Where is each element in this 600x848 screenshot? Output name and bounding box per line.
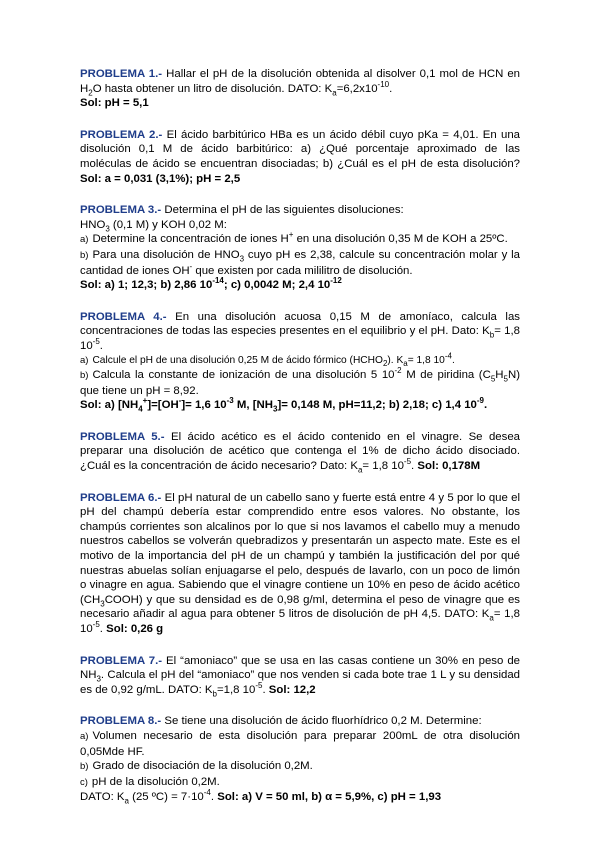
item-marker: b) <box>80 249 89 261</box>
superscript: -5 <box>255 680 263 690</box>
solution: Sol: 0,178M <box>417 460 481 473</box>
problem-text: En una disolución acuosa 0,15 M de amoníaco, calcula las concentraciones de todas las especies presentes en el equilibrio y el pH. Dato: K <box>80 310 520 338</box>
problem-title: PROBLEMA 2.- <box>80 128 163 141</box>
problem-title: PROBLEMA 5.- <box>80 430 165 443</box>
subscript: 3 <box>239 254 245 264</box>
superscript: -9 <box>476 396 484 406</box>
item-text: Calcula la constante de ionización de una disolución 5 10 <box>92 369 395 382</box>
superscript: -4 <box>203 788 211 798</box>
problem-text: . <box>389 82 393 95</box>
problem-text: COOH) y que su densidad es de 0,98 g/ml, determina el peso de vinagre que es necesario añadir al agua para obtener 5 litros de disolución de pH 4,5. DATO: K <box>80 593 520 621</box>
problem-line <box>80 218 520 233</box>
problem-text: Hallar el pH de la disolución obtenida al disolver 0,1 mol de HCN en H <box>80 68 521 95</box>
item-text: M de piridina (C <box>401 369 491 382</box>
item-marker: a) <box>80 354 89 366</box>
superscript: -12 <box>330 276 342 286</box>
problem-text: El ácido acético es el ácido contenido en el vinagre. Se desea preparar una disolución de acético que contenga el 1% de dicho ácido disociado. ¿Cuál es la concentración de ácido necesario? Dato: K <box>80 430 520 473</box>
text: ; c) 0,0042 M; 2,4 10 <box>223 279 331 292</box>
text: ]= 1,6 10 <box>181 399 227 412</box>
item-text: cuyo pH es 2,38, calcule su concentración molar y la cantidad de iones OH <box>80 248 520 277</box>
solution: Sol: 0,26 g <box>106 623 164 635</box>
problem-text: El “amoniaco” que se usa en las casas contiene un 30% en peso de NH <box>80 654 520 682</box>
solution: Sol: a) V = 50 ml, b) α = 5,9%, c) pH = 1,93 <box>217 791 442 804</box>
problem-text: = 1,8 10 <box>80 325 520 352</box>
item-marker: a) <box>80 730 89 742</box>
item-marker: c) <box>80 776 88 788</box>
subscript: a <box>403 358 408 368</box>
problem-5 <box>80 430 520 474</box>
subscript: 4 <box>138 404 143 414</box>
problem-title: PROBLEMA 4.- <box>80 310 167 323</box>
problem-text: =1,8 10 <box>217 683 256 696</box>
problem-text: . <box>411 460 418 473</box>
text: (25 ºC) = 7·10 <box>128 791 204 804</box>
superscript: + <box>288 230 294 240</box>
text: M, [NH <box>233 399 273 412</box>
solution: Sol: a = 0,031 (3,1%); pH = 2,5 <box>80 172 241 185</box>
problem-text: . Calcula el pH del “amoniaco” que nos venden si cada bote trae 1 L y su densidad es de 0,92 g/mL. DATO: K <box>80 669 520 696</box>
problem-title: PROBLEMA 6.- <box>80 491 162 504</box>
superscript: -5 <box>92 620 100 630</box>
list-item <box>80 248 520 278</box>
subscript: b <box>212 689 217 699</box>
item-text: Grado de disociación de la disolución 0,2M. <box>92 760 313 773</box>
superscript: -5 <box>403 457 412 467</box>
superscript: -10 <box>377 79 390 89</box>
text: DATO: K <box>80 791 125 804</box>
list-item <box>80 232 520 248</box>
list-item <box>80 351 520 369</box>
item-text: = 1,8 10 <box>407 354 445 366</box>
solution <box>80 398 520 413</box>
subscript: 3 <box>96 674 101 684</box>
problem-title: PROBLEMA 7.- <box>80 654 163 667</box>
text: Sol: a) [NH <box>80 399 139 412</box>
list-item <box>80 368 520 398</box>
problem-intro: Determina el pH de las siguientes disoluciones: <box>161 204 404 217</box>
subscript: 5 <box>503 374 508 384</box>
text: ]= 0,148 M, pH=11,2; b) 2,18; c) 1,4 10 <box>277 399 477 412</box>
dato-line <box>80 790 520 805</box>
document-page <box>80 67 520 822</box>
subscript: a <box>124 796 129 806</box>
superscript: - <box>178 396 182 406</box>
item-text: ). K <box>387 354 404 366</box>
problem-4 <box>80 310 520 413</box>
subscript: b <box>489 330 495 340</box>
superscript: + <box>142 396 148 406</box>
item-text: pH de la disolución 0,2M. <box>91 775 220 788</box>
problem-title: PROBLEMA 8.- <box>80 715 162 728</box>
problem-7 <box>80 654 520 698</box>
subscript: 3 <box>100 599 105 609</box>
problem-title: PROBLEMA 1.- <box>80 68 163 80</box>
superscript: -14 <box>212 276 224 286</box>
item-text: H <box>495 369 504 382</box>
item-marker: b) <box>80 761 89 773</box>
problem-text: El pH natural de un cabello sano y fuerte está entre 4 y 5 por lo que el pH del champú debería estar comprendido entre esos valores. No obstante, los champús corrientes son alcalinos por lo que si nos lavamos el cabello muy a menudo nuestros cabellos se volverán quebradizos y presentarán un aspecto mate. Este es el motivo de la importancia del pH de un champú y también la justificación del por qué nuestras abuelas solían enjuagarse el pelo, después de lavarlo, con un poco de limón o vinagre en agua. Sabiendo que el vinagre contiene un 10% en peso de ácido acético (CH <box>80 491 521 606</box>
problem-8 <box>80 714 520 805</box>
solution <box>80 278 520 293</box>
superscript: -3 <box>226 396 234 406</box>
problem-3 <box>80 203 520 293</box>
text: Sol: a) 1; 12,3; b) 2,86 10 <box>80 279 213 292</box>
superscript: - <box>189 261 193 271</box>
text: . <box>484 399 488 412</box>
item-text: . <box>451 354 455 366</box>
item-text: en una disolución 0,35 M de KOH a 25ºC. <box>293 233 508 246</box>
problem-6 <box>80 491 520 637</box>
problem-text: O hasta obtener un litro de disolución. DATO: K <box>92 82 333 95</box>
problem-text: . <box>262 683 269 696</box>
item-marker: a) <box>80 234 89 246</box>
list-item <box>80 775 520 791</box>
problem-text: = 1,8 10 <box>362 460 404 473</box>
solution: Sol: pH = 5,1 <box>80 97 149 110</box>
subscript: 3 <box>105 224 110 234</box>
problem-intro: Se tiene una disolución de ácido fluorhídrico 0,2 M. Determine: <box>161 715 482 728</box>
problem-text: =6,2x10 <box>336 82 378 95</box>
subscript: a <box>332 87 337 97</box>
item-text: Para una disolución de HNO <box>92 248 240 261</box>
text: ]=[OH <box>147 399 179 412</box>
subscript: 2 <box>382 358 388 368</box>
solution: Sol: 12,2 <box>268 683 316 696</box>
subscript: 2 <box>88 87 93 97</box>
problem-2 <box>80 128 520 186</box>
item-text: Volumen necesario de esta disolución para preparar 200mL de otra disolución 0,05Mde HF. <box>80 729 520 758</box>
superscript: -2 <box>394 366 402 376</box>
problem-title: PROBLEMA 3.- <box>80 204 162 217</box>
subscript: 5 <box>490 374 496 384</box>
subscript: a <box>357 465 363 475</box>
text: HNO <box>80 218 106 231</box>
problem-text: . <box>99 623 107 635</box>
item-text: N) que tiene un pH = 8,92. <box>80 369 520 397</box>
subscript: a <box>489 613 494 623</box>
problem-text: El ácido barbitúrico HBa es un ácido débil cuyo pKa = 4,01. En una disolución 0,1 M de ácido barbitúrico: a) ¿Qué porcentaje aproximado de las moléculas de ácido se encuentran disociadas; b) ¿Cuál es el pH de esta disolución? <box>80 128 520 170</box>
problem-1 <box>80 67 520 111</box>
text: . <box>210 791 218 804</box>
problem-text: = 1,8 10 <box>80 608 520 635</box>
text: (0,1 M) y KOH 0,02 M: <box>109 218 227 231</box>
problem-text: . <box>99 339 103 352</box>
subscript: 3 <box>272 404 278 414</box>
item-text: que existen por cada mililitro de disolución. <box>192 264 413 277</box>
item-text: Calcule el pH de una disolución 0,25 M de ácido fórmico (HCHO <box>92 354 383 366</box>
item-marker: b) <box>80 370 89 382</box>
superscript: -5 <box>92 337 100 347</box>
list-item <box>80 729 520 759</box>
item-text: Determine la concentración de iones H <box>92 233 289 246</box>
superscript: -4 <box>444 351 452 361</box>
list-item <box>80 759 520 775</box>
